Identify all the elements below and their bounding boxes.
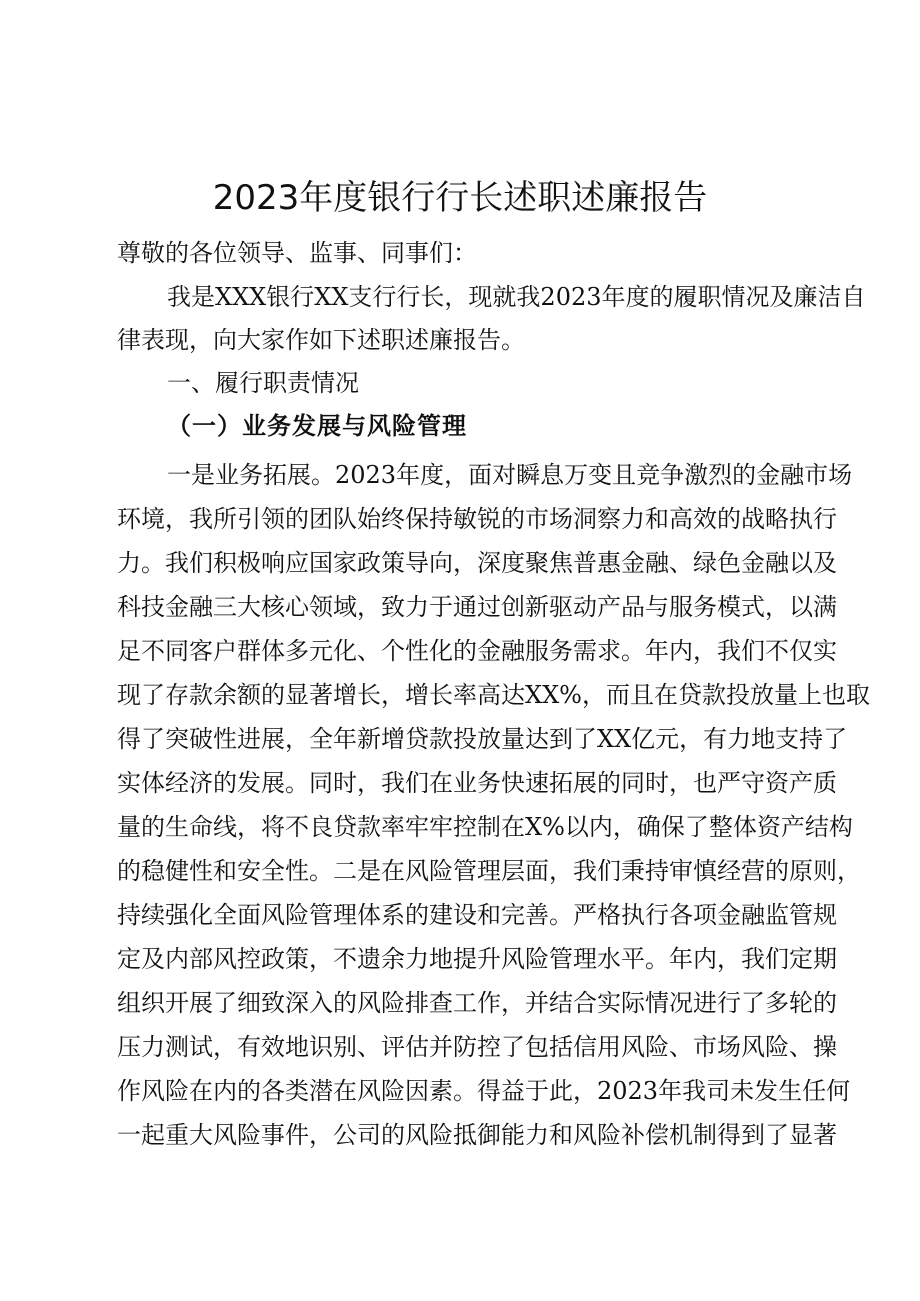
body-line-6: 现了存款余额的显著增长，增长率高达XX%，而且在贷款投放量上也取 (117, 681, 870, 709)
body-line-5: 足不同客户群体多元化、个性化的金融服务需求。年内，我们不仅实 (117, 637, 837, 665)
intro-line-2: 律表现，向大家作如下述职述廉报告。 (117, 326, 525, 354)
body-line-10: 的稳健性和安全性。二是在风险管理层面，我们秉持审慎经营的原则， (117, 857, 861, 885)
body-line-12: 定及内部风控政策，不遗余力地提升风险管理水平。年内，我们定期 (117, 945, 837, 973)
body-line-14: 压力测试，有效地识别、评估并防控了包括信用风险、市场风险、操 (117, 1033, 837, 1061)
intro-line-1: 我是XXX银行XX支行行长，现就我2023年度的履职情况及廉洁自 (167, 283, 866, 311)
body-line-13: 组织开展了细致深入的风险排查工作，并结合实际情况进行了多轮的 (117, 989, 837, 1017)
body-line-1: 一是业务拓展。2023年度，面对瞬息万变且竞争激烈的金融市场 (167, 461, 853, 489)
body-line-15: 作风险在内的各类潜在风险因素。得益于此，2023年我司未发生任何 (117, 1077, 851, 1105)
body-line-9: 量的生命线，将不良贷款率牢牢控制在X%以内，确保了整体资产结构 (117, 813, 853, 841)
body-line-7: 得了突破性进展，全年新增贷款投放量达到了XX亿元，有力地支持了 (117, 725, 848, 753)
body-line-4: 科技金融三大核心领域，致力于通过创新驱动产品与服务模式，以满 (117, 593, 837, 621)
body-line-8: 实体经济的发展。同时，我们在业务快速拓展的同时，也严守资产质 (117, 769, 837, 797)
body-line-11: 持续强化全面风险管理体系的建设和完善。严格执行各项金融监管规 (117, 901, 837, 929)
subsection-heading: （一）业务发展与风险管理 (167, 411, 467, 440)
body-line-2: 环境，我所引领的团队始终保持敏锐的市场洞察力和高效的战略执行 (117, 505, 837, 533)
body-line-16: 一起重大风险事件，公司的风险抵御能力和风险补偿机制得到了显著 (117, 1121, 837, 1149)
salutation: 尊敬的各位领导、监事、同事们： (117, 239, 477, 267)
section-heading: 一、履行职责情况 (167, 369, 359, 397)
document-title: 2023年度银行行长述职述廉报告 (212, 178, 708, 218)
body-line-3: 力。我们积极响应国家政策导向，深度聚焦普惠金融、绿色金融以及 (117, 549, 837, 577)
